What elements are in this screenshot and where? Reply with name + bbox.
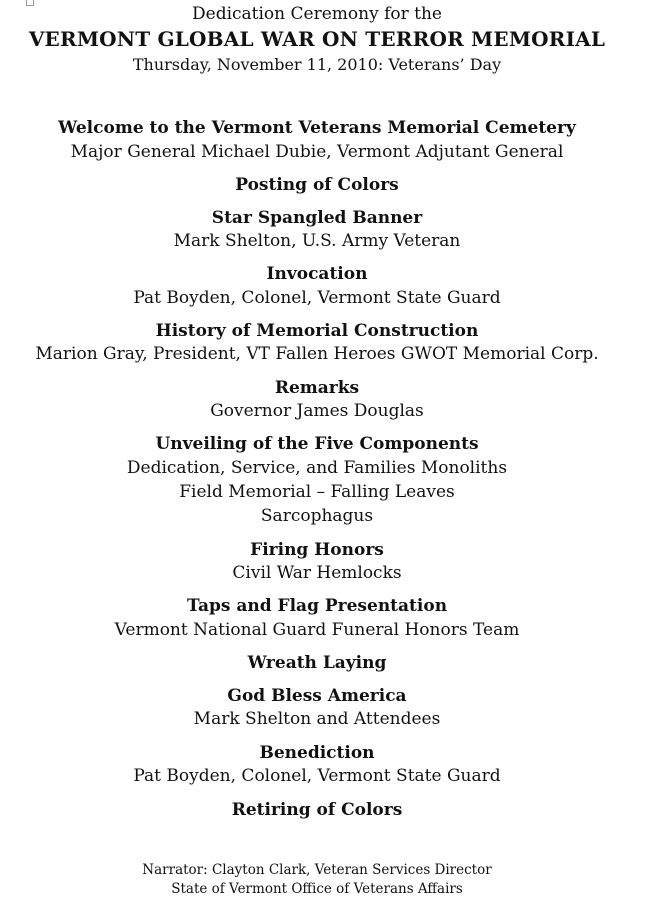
program-item-title: God Bless America bbox=[227, 686, 407, 706]
office-credit: State of Vermont Office of Veterans Affairs bbox=[171, 881, 463, 897]
program-item-title: Unveiling of the Five Components bbox=[155, 434, 479, 454]
program-item-title: Retiring of Colors bbox=[231, 800, 403, 820]
program-item-detail: Marion Gray, President, VT Fallen Heroes GWOT Memorial Corp. bbox=[35, 344, 599, 364]
program-item-detail: Major General Michael Dubie, Vermont Adjutant General bbox=[70, 142, 564, 162]
program-item-title: Firing Honors bbox=[250, 540, 384, 560]
program-item-detail: Pat Boyden, Colonel, Vermont State Guard bbox=[133, 288, 501, 308]
program-item-detail: Pat Boyden, Colonel, Vermont State Guard bbox=[133, 766, 501, 786]
program-item-detail: Sarcophagus bbox=[260, 506, 374, 526]
header-subtitle: Dedication Ceremony for the bbox=[192, 4, 442, 24]
program-item-title: Benediction bbox=[259, 743, 375, 763]
program-item-title: Welcome to the Vermont Veterans Memorial Cemetery bbox=[58, 118, 576, 138]
program-item-detail: Field Memorial – Falling Leaves bbox=[179, 482, 455, 502]
program-item-title: Taps and Flag Presentation bbox=[186, 596, 448, 616]
program-item-detail: Governor James Douglas bbox=[210, 401, 424, 421]
narrator-credit: Narrator: Clayton Clark, Veteran Services Director bbox=[142, 862, 492, 878]
program-item-detail: Dedication, Service, and Families Monoliths bbox=[126, 458, 508, 478]
program-item-title: Star Spangled Banner bbox=[211, 208, 423, 228]
program-item-title: Invocation bbox=[266, 264, 368, 284]
memorial-title: VERMONT GLOBAL WAR ON TERROR MEMORIAL bbox=[28, 27, 606, 51]
program-item-title: Posting of Colors bbox=[235, 175, 399, 195]
program-item-detail: Civil War Hemlocks bbox=[232, 563, 402, 583]
ceremony-date: Thursday, November 11, 2010: Veterans’ Day bbox=[132, 55, 502, 74]
program-item-detail: Mark Shelton and Attendees bbox=[193, 709, 441, 729]
program-item-title: History of Memorial Construction bbox=[155, 321, 479, 341]
program-item-detail: Vermont National Guard Funeral Honors Team bbox=[114, 620, 520, 640]
program-item-detail: Mark Shelton, U.S. Army Veteran bbox=[173, 231, 461, 251]
program-item-title: Remarks bbox=[274, 378, 360, 398]
program-item-title: Wreath Laying bbox=[247, 653, 387, 673]
